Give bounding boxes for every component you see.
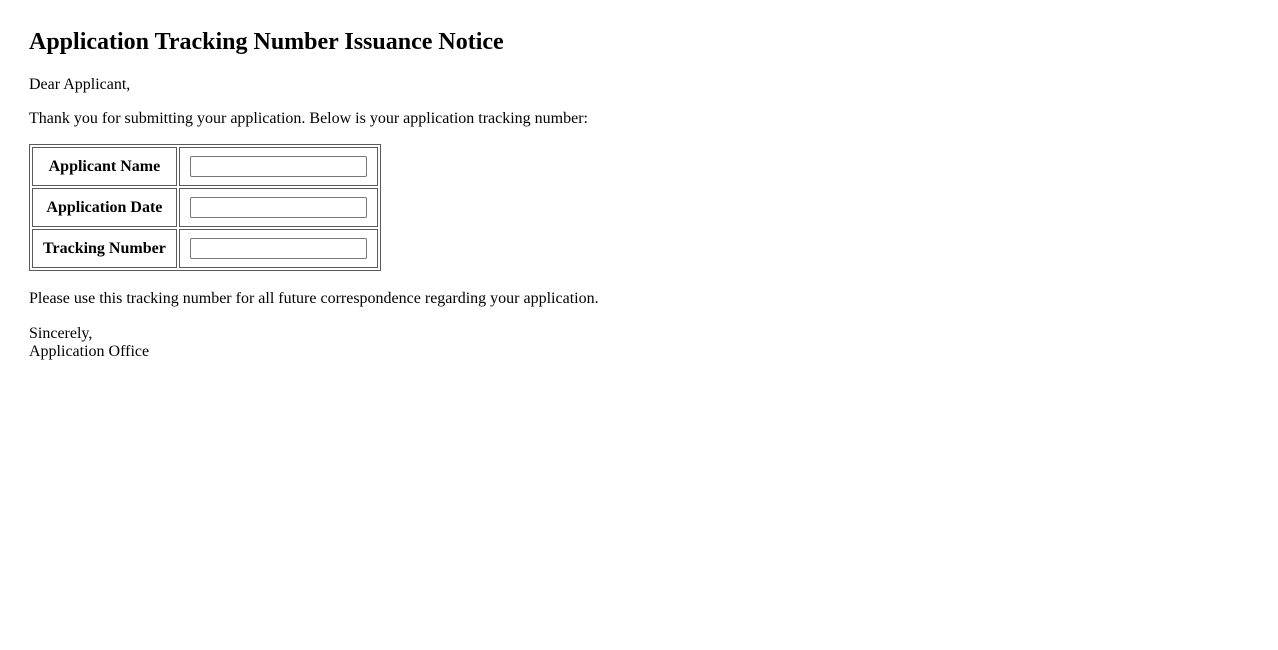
table-row <box>32 147 378 186</box>
tracking-number-cell <box>179 229 378 268</box>
application-date-label: Application Date <box>32 188 177 227</box>
application-date-cell <box>179 188 378 227</box>
table-row <box>32 229 378 268</box>
table-row <box>32 188 378 227</box>
signature-text: Application Office <box>29 343 150 361</box>
page-title: Application Tracking Number Issuance Notice <box>29 29 504 55</box>
tracking-info-table <box>29 144 381 271</box>
salutation-text: Dear Applicant, <box>29 75 131 93</box>
tracking-number-input[interactable] <box>190 238 367 259</box>
intro-text: Thank you for submitting your application. Below is your application tracking number: <box>29 109 588 127</box>
footer-note-text: Please use this tracking number for all future correspondence regarding your application. <box>29 290 599 308</box>
applicant-name-label: Applicant Name <box>32 147 177 186</box>
tracking-number-label: Tracking Number <box>32 229 177 268</box>
applicant-name-cell <box>179 147 378 186</box>
closing-block <box>29 325 1249 362</box>
closing-text: Sincerely, <box>29 324 93 342</box>
application-date-input[interactable] <box>190 197 367 218</box>
applicant-name-input[interactable] <box>190 156 367 177</box>
